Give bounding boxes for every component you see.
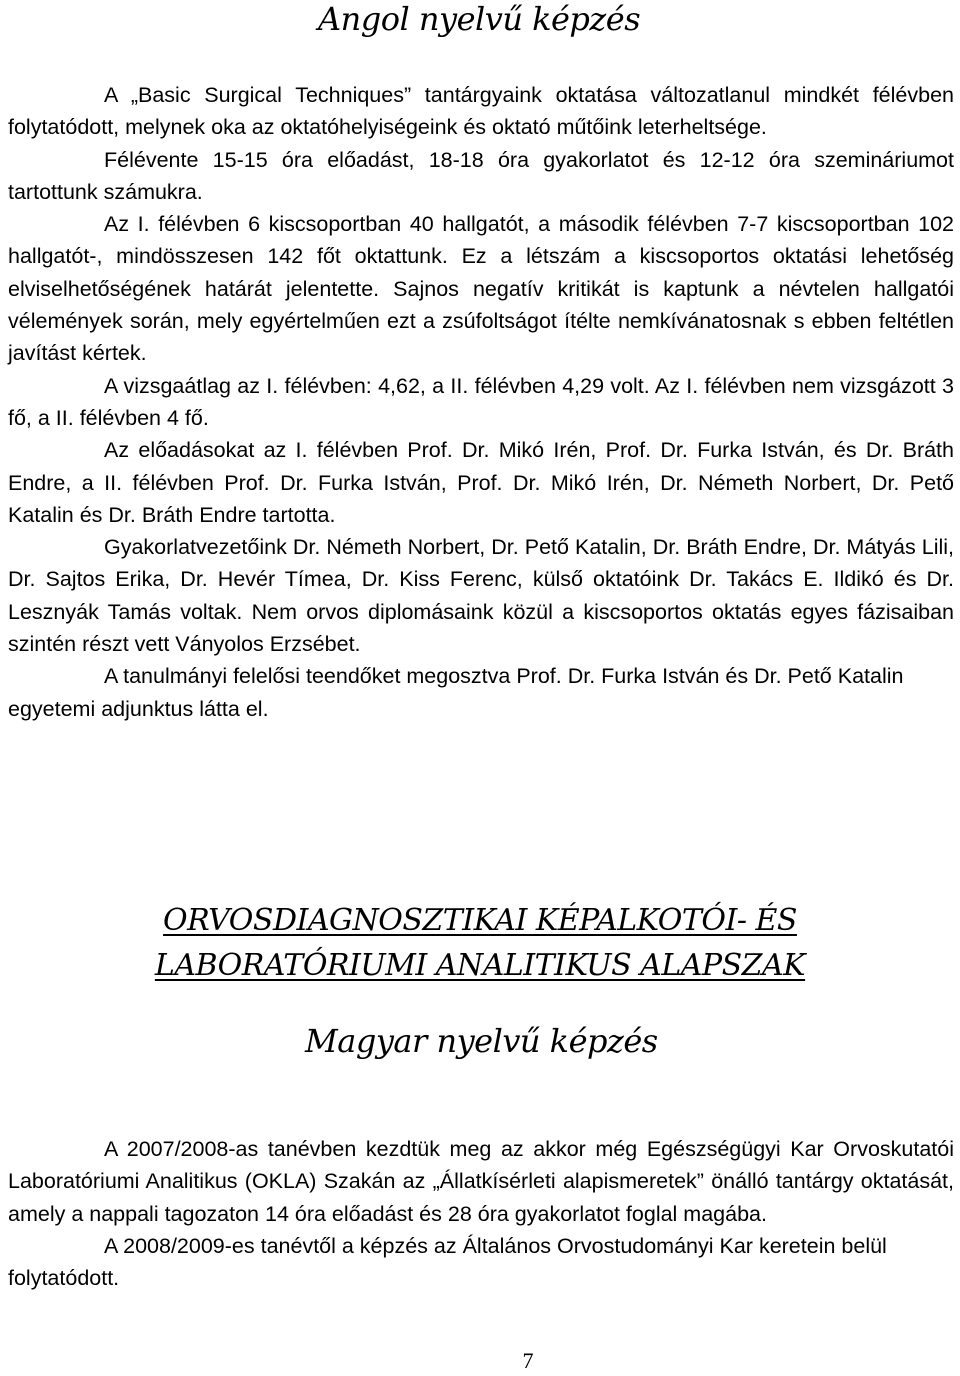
section-heading-english: Angol nyelvű képzés [318,0,641,38]
paragraph: Félévente 15-15 óra előadást, 18-18 óra gyakorlatot és 12-12 óra szemináriumot tartottunk számukra. [8,147,954,204]
paragraph: A vizsgaátlag az I. félévben: 4,62, a II. félévben 4,29 volt. Az I. félévben nem vizsgázott 3 fő, a II. félévben 4 fő. [8,373,954,430]
paragraph: A 2008/2009-es tanévtől a képzés az Általános Orvostudományi Kar keretein belül folytatódott. [8,1233,887,1291]
english-section-body [8,79,954,725]
hungarian-section-body [8,1133,954,1294]
paragraph: Az előadásokat az I. félévben Prof. Dr. Mikó Irén, Prof. Dr. Furka István, és Dr. Bráth Endre, a II. félévben Prof. Dr. Furka István, Prof. Dr. Mikó Irén, Dr. Németh Norbert, Dr. Pető Katalin és Dr. Bráth Endre tartotta. [8,438,954,527]
program-title-line-2: LABORATÓRIUMI ANALITIKUS ALAPSZAK [154,948,806,983]
paragraph: Gyakorlatvezetőink Dr. Németh Norbert, Dr. Pető Katalin, Dr. Bráth Endre, Dr. Mátyás Lili, Dr. Sajtos Erika, Dr. Hevér Tímea, Dr. Kiss Ferenc, külső oktatóink Dr. Takács E. Ildikó és Dr. Lesznyák Tamás voltak. Nem orvos diplomásaink közül a kiscsoportos oktatás egyes fázisaiban szintén részt vett Ványolos Erzsébet. [8,535,954,657]
paragraph: A tanulmányi felelősi teendőket megosztva Prof. Dr. Furka István és Dr. Pető Katalin egyetemi adjunktus látta el. [8,664,904,721]
paragraph: Az I. félévben 6 kiscsoportban 40 hallgatót, a második félévben 7-7 kiscsoportban 102 hallgatót-, mindösszesen 142 főt oktattunk. Ez a létszám a kiscsoportos oktatási lehetőség elviselhetőségének határát jelentette. Sajnos negatív kritikát is kaptunk a névtelen hallgatói vélemények során, mely egyértelműen ezt a zsúfoltságot ítélte nemkívánatosnak s ebben feltétlen javítást kértek. [8,212,954,366]
page-number: 7 [522,1348,534,1373]
paragraph: A „Basic Surgical Techniques” tantárgyaink oktatása változatlanul mindkét félévben folytatódott, melynek oka az oktatóhelyiségeink és oktató műtőink leterheltsége. [8,83,954,140]
paragraph: A 2007/2008-as tanévben kezdtük meg az akkor még Egészségügyi Kar Orvoskutatói Laboratóriumi Analitikus (OKLA) Szakán az „Állatkísérleti alapismeretek” önálló tantárgy oktatását, amely a nappali tagozaton 14 óra előadást és 28 óra gyakorlatot foglal magába. [8,1137,954,1226]
program-title-line-1: ORVOSDIAGNOSZTIKAI KÉPALKOTÓI- ÉS [163,903,797,938]
section-heading-hungarian: Magyar nyelvű képzés [305,1022,658,1060]
